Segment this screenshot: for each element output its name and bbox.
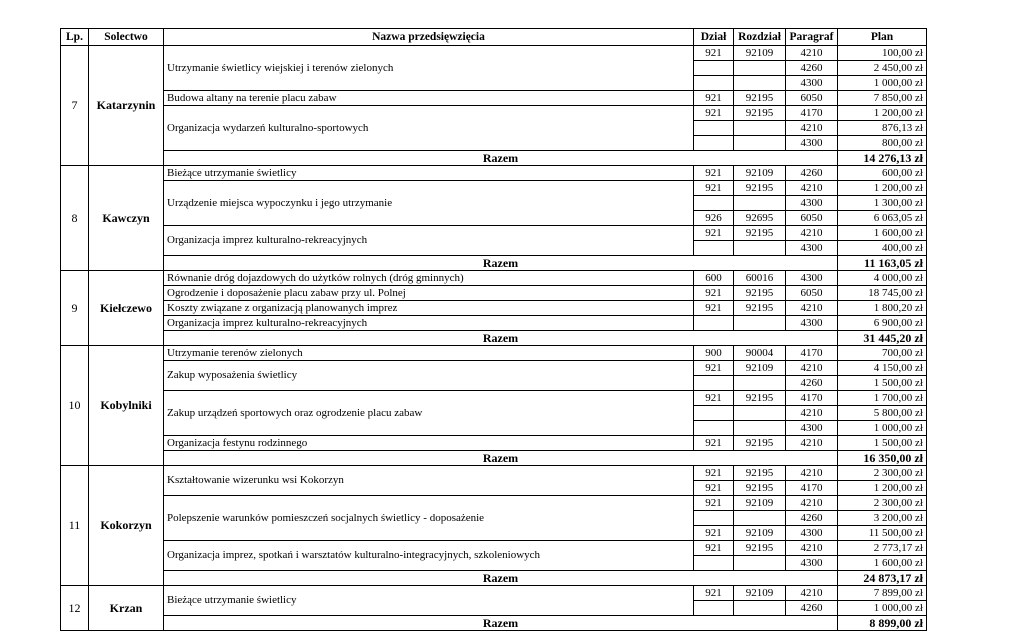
rozdzial-cell: 90004	[734, 346, 786, 361]
plan-cell: 4 150,00 zł	[838, 361, 927, 376]
row-number: 8	[61, 166, 89, 271]
dzial-cell: 921	[694, 181, 734, 196]
rozdzial-cell	[734, 316, 786, 331]
rozdzial-cell	[734, 421, 786, 436]
paragraf-cell: 4210	[786, 46, 838, 61]
rozdzial-cell: 92195	[734, 181, 786, 196]
table-row	[61, 391, 927, 406]
paragraf-cell: 4170	[786, 481, 838, 496]
rozdzial-cell: 92109	[734, 586, 786, 601]
rozdzial-cell: 92195	[734, 301, 786, 316]
rozdzial-cell	[734, 136, 786, 151]
rozdzial-cell: 92195	[734, 391, 786, 406]
header-paragraf: Paragraf	[786, 29, 838, 46]
village-name: Kawczyn	[89, 166, 164, 271]
dzial-cell	[694, 556, 734, 571]
dzial-cell	[694, 511, 734, 526]
paragraf-cell: 4210	[786, 226, 838, 241]
table-row	[61, 496, 927, 511]
plan-cell: 2 450,00 zł	[838, 61, 927, 76]
total-value: 31 445,20 zł	[838, 331, 927, 346]
total-row	[61, 256, 927, 271]
rozdzial-cell	[734, 121, 786, 136]
project-name: Utrzymanie terenów zielonych	[164, 346, 694, 361]
plan-cell: 1 200,00 zł	[838, 481, 927, 496]
plan-cell: 1 200,00 zł	[838, 106, 927, 121]
plan-cell: 1 600,00 zł	[838, 226, 927, 241]
project-name: Organizacja festynu rodzinnego	[164, 436, 694, 451]
table-row	[61, 346, 927, 361]
paragraf-cell: 4260	[786, 376, 838, 391]
dzial-cell: 921	[694, 526, 734, 541]
total-label: Razem	[164, 256, 838, 271]
total-value: 8 899,00 zł	[838, 616, 927, 631]
dzial-cell: 921	[694, 361, 734, 376]
plan-cell: 2 300,00 zł	[838, 496, 927, 511]
dzial-cell	[694, 241, 734, 256]
plan-cell: 1 000,00 zł	[838, 76, 927, 91]
paragraf-cell: 4170	[786, 346, 838, 361]
table-row	[61, 466, 927, 481]
dzial-cell: 921	[694, 91, 734, 106]
rozdzial-cell	[734, 241, 786, 256]
plan-cell: 6 900,00 zł	[838, 316, 927, 331]
plan-cell: 4 000,00 zł	[838, 271, 927, 286]
paragraf-cell: 4210	[786, 406, 838, 421]
plan-cell: 1 700,00 zł	[838, 391, 927, 406]
dzial-cell	[694, 76, 734, 91]
total-value: 11 163,05 zł	[838, 256, 927, 271]
total-label: Razem	[164, 451, 838, 466]
table-row	[61, 271, 927, 286]
rozdzial-cell: 92195	[734, 436, 786, 451]
dzial-cell: 900	[694, 346, 734, 361]
header-lp: Lp.	[61, 29, 89, 46]
village-name: Katarzynin	[89, 46, 164, 166]
plan-cell: 1 500,00 zł	[838, 376, 927, 391]
plan-cell: 11 500,00 zł	[838, 526, 927, 541]
table-row	[61, 436, 927, 451]
project-name: Koszty związane z organizacją planowanych imprez	[164, 301, 694, 316]
rozdzial-cell: 92695	[734, 211, 786, 226]
table-row	[61, 91, 927, 106]
paragraf-cell: 4210	[786, 436, 838, 451]
rozdzial-cell: 92195	[734, 481, 786, 496]
dzial-cell: 921	[694, 301, 734, 316]
paragraf-cell: 4300	[786, 76, 838, 91]
paragraf-cell: 4210	[786, 121, 838, 136]
village-name: Kobylniki	[89, 346, 164, 466]
paragraf-cell: 4210	[786, 361, 838, 376]
total-value: 14 276,13 zł	[838, 151, 927, 166]
paragraf-cell: 4170	[786, 106, 838, 121]
paragraf-cell: 4300	[786, 196, 838, 211]
plan-cell: 6 063,05 zł	[838, 211, 927, 226]
project-name: Kształtowanie wizerunku wsi Kokorzyn	[164, 466, 694, 496]
dzial-cell: 921	[694, 166, 734, 181]
dzial-cell: 921	[694, 496, 734, 511]
rozdzial-cell: 92195	[734, 286, 786, 301]
project-name: Bieżące utrzymanie świetlicy	[164, 586, 694, 616]
dzial-cell: 921	[694, 391, 734, 406]
paragraf-cell: 4170	[786, 391, 838, 406]
dzial-cell	[694, 406, 734, 421]
rozdzial-cell: 92109	[734, 46, 786, 61]
plan-cell: 600,00 zł	[838, 166, 927, 181]
paragraf-cell: 4300	[786, 271, 838, 286]
dzial-cell: 921	[694, 466, 734, 481]
paragraf-cell: 4210	[786, 586, 838, 601]
project-name: Ogrodzenie i doposażenie placu zabaw przy ul. Polnej	[164, 286, 694, 301]
paragraf-cell: 4210	[786, 181, 838, 196]
project-name: Urządzenie miejsca wypoczynku i jego utrzymanie	[164, 181, 694, 226]
project-name: Organizacja imprez, spotkań i warsztatów kulturalno-integracyjnych, szkoleniowych	[164, 541, 694, 571]
plan-cell: 7 899,00 zł	[838, 586, 927, 601]
plan-cell: 1 000,00 zł	[838, 601, 927, 616]
dzial-cell	[694, 421, 734, 436]
total-value: 24 873,17 zł	[838, 571, 927, 586]
plan-cell: 800,00 zł	[838, 136, 927, 151]
dzial-cell: 921	[694, 586, 734, 601]
paragraf-cell: 6050	[786, 91, 838, 106]
paragraf-cell: 4300	[786, 136, 838, 151]
header-dzial: Dział	[694, 29, 734, 46]
paragraf-cell: 4300	[786, 421, 838, 436]
row-number: 9	[61, 271, 89, 346]
paragraf-cell: 4300	[786, 316, 838, 331]
rozdzial-cell: 92195	[734, 91, 786, 106]
village-name: Kokorzyn	[89, 466, 164, 586]
total-label: Razem	[164, 331, 838, 346]
table-row	[61, 316, 927, 331]
rozdzial-cell: 92109	[734, 526, 786, 541]
plan-cell: 7 850,00 zł	[838, 91, 927, 106]
project-name: Organizacja imprez kulturalno-rekreacyjnych	[164, 226, 694, 256]
row-number: 11	[61, 466, 89, 586]
dzial-cell: 926	[694, 211, 734, 226]
plan-cell: 3 200,00 zł	[838, 511, 927, 526]
rozdzial-cell: 92109	[734, 496, 786, 511]
total-row	[61, 451, 927, 466]
project-name: Polepszenie warunków pomieszczeń socjalnych świetlicy - doposażenie	[164, 496, 694, 541]
plan-cell: 400,00 zł	[838, 241, 927, 256]
table-row	[61, 541, 927, 556]
dzial-cell	[694, 196, 734, 211]
paragraf-cell: 4300	[786, 556, 838, 571]
rozdzial-cell	[734, 406, 786, 421]
table-row	[61, 46, 927, 61]
dzial-cell	[694, 316, 734, 331]
paragraf-cell: 4260	[786, 601, 838, 616]
plan-cell: 1 500,00 zł	[838, 436, 927, 451]
paragraf-cell: 4260	[786, 61, 838, 76]
rozdzial-cell: 92195	[734, 226, 786, 241]
table-row	[61, 286, 927, 301]
plan-cell: 5 800,00 zł	[838, 406, 927, 421]
village-name: Kiełczewo	[89, 271, 164, 346]
rozdzial-cell	[734, 196, 786, 211]
project-name: Bieżące utrzymanie świetlicy	[164, 166, 694, 181]
total-label: Razem	[164, 571, 838, 586]
plan-cell: 2 300,00 zł	[838, 466, 927, 481]
dzial-cell: 921	[694, 106, 734, 121]
table-row	[61, 106, 927, 121]
paragraf-cell: 6050	[786, 286, 838, 301]
project-name: Budowa altany na terenie placu zabaw	[164, 91, 694, 106]
total-row	[61, 571, 927, 586]
rozdzial-cell: 92109	[734, 361, 786, 376]
total-row	[61, 331, 927, 346]
dzial-cell: 921	[694, 436, 734, 451]
plan-cell: 1 800,20 zł	[838, 301, 927, 316]
paragraf-cell: 4300	[786, 241, 838, 256]
paragraf-cell: 4210	[786, 466, 838, 481]
rozdzial-cell: 92195	[734, 541, 786, 556]
project-name: Zakup wyposażenia świetlicy	[164, 361, 694, 391]
rozdzial-cell: 92195	[734, 466, 786, 481]
table-body	[61, 46, 927, 631]
dzial-cell	[694, 121, 734, 136]
table-row	[61, 586, 927, 601]
header-solectwo: Solectwo	[89, 29, 164, 46]
header-plan: Plan	[838, 29, 927, 46]
dzial-cell	[694, 601, 734, 616]
project-name: Utrzymanie świetlicy wiejskiej i terenów zielonych	[164, 46, 694, 91]
rozdzial-cell: 60016	[734, 271, 786, 286]
total-row	[61, 616, 927, 631]
dzial-cell	[694, 376, 734, 391]
plan-cell: 1 000,00 zł	[838, 421, 927, 436]
project-name: Zakup urządzeń sportowych oraz ogrodzenie placu zabaw	[164, 391, 694, 436]
plan-cell: 1 200,00 zł	[838, 181, 927, 196]
row-number: 12	[61, 586, 89, 631]
plan-cell: 18 745,00 zł	[838, 286, 927, 301]
paragraf-cell: 4300	[786, 526, 838, 541]
total-label: Razem	[164, 616, 838, 631]
paragraf-cell: 4210	[786, 301, 838, 316]
paragraf-cell: 4260	[786, 166, 838, 181]
paragraf-cell: 4260	[786, 511, 838, 526]
plan-cell: 100,00 zł	[838, 46, 927, 61]
rozdzial-cell: 92109	[734, 166, 786, 181]
paragraf-cell: 4210	[786, 541, 838, 556]
dzial-cell: 921	[694, 481, 734, 496]
village-name: Krzan	[89, 586, 164, 631]
dzial-cell: 921	[694, 226, 734, 241]
row-number: 10	[61, 346, 89, 466]
dzial-cell: 921	[694, 286, 734, 301]
header-rozdzial: Rozdział	[734, 29, 786, 46]
rozdzial-cell	[734, 601, 786, 616]
rozdzial-cell	[734, 556, 786, 571]
header-row	[61, 29, 927, 46]
project-name: Organizacja wydarzeń kulturalno-sportowych	[164, 106, 694, 151]
plan-cell: 1 300,00 zł	[838, 196, 927, 211]
rozdzial-cell	[734, 61, 786, 76]
plan-cell: 1 600,00 zł	[838, 556, 927, 571]
table-row	[61, 166, 927, 181]
rozdzial-cell	[734, 376, 786, 391]
dzial-cell: 921	[694, 46, 734, 61]
table-row	[61, 181, 927, 196]
header-nazwa: Nazwa przedsięwzięcia	[164, 29, 694, 46]
rozdzial-cell: 92195	[734, 106, 786, 121]
project-name: Organizacja imprez kulturalno-rekreacyjnych	[164, 316, 694, 331]
table-row	[61, 361, 927, 376]
total-row	[61, 151, 927, 166]
rozdzial-cell	[734, 76, 786, 91]
total-value: 16 350,00 zł	[838, 451, 927, 466]
dzial-cell	[694, 136, 734, 151]
paragraf-cell: 4210	[786, 496, 838, 511]
paragraf-cell: 6050	[786, 211, 838, 226]
rozdzial-cell	[734, 511, 786, 526]
plan-cell: 2 773,17 zł	[838, 541, 927, 556]
dzial-cell	[694, 61, 734, 76]
plan-cell: 876,13 zł	[838, 121, 927, 136]
dzial-cell: 600	[694, 271, 734, 286]
row-number: 7	[61, 46, 89, 166]
budget-table	[60, 28, 927, 631]
dzial-cell: 921	[694, 541, 734, 556]
table-row	[61, 301, 927, 316]
plan-cell: 700,00 zł	[838, 346, 927, 361]
table-row	[61, 226, 927, 241]
total-label: Razem	[164, 151, 838, 166]
project-name: Równanie dróg dojazdowych do użytków rolnych (dróg gminnych)	[164, 271, 694, 286]
